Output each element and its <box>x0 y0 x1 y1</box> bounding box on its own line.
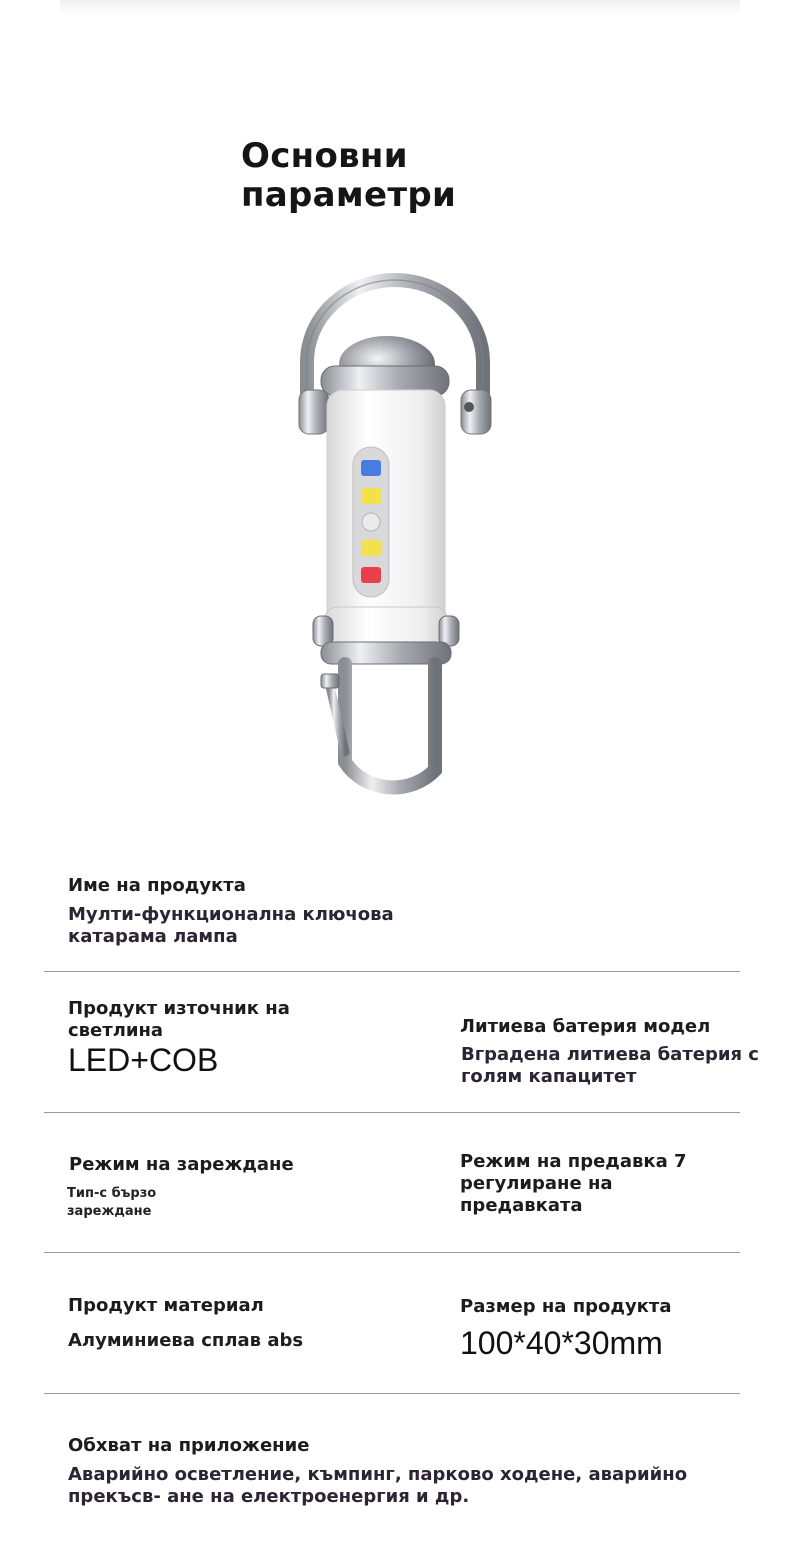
carabiner <box>345 664 435 787</box>
material-value: Алуминиева сплав abs <box>68 1330 304 1351</box>
application-label: Обхват на приложение <box>68 1435 310 1456</box>
material-label: Продукт материал <box>68 1295 264 1316</box>
led-yellow-top <box>361 488 381 504</box>
product-name-label: Име на продукта <box>68 875 246 896</box>
led-yellow-bottom <box>361 540 381 556</box>
cob-lens <box>362 513 380 531</box>
size-label: Размер на продукта <box>460 1296 672 1317</box>
top-edge-shadow <box>60 0 740 14</box>
battery-value: Вградена литиева батерия с голям капацитет <box>461 1044 759 1087</box>
size-value: 100*40*30mm <box>460 1325 663 1361</box>
divider-4 <box>44 1393 740 1394</box>
light-source-value: LED+COB <box>68 1042 219 1078</box>
product-name-value: Мулти-функционална ключова катарама лампа <box>68 904 394 947</box>
light-source-label: Продукт източник на светлина <box>68 998 290 1041</box>
application-value: Аварийно осветление, къмпинг, парково ходене, аварийно прекъсв- ане на електроенергия и др. <box>68 1464 688 1507</box>
charging-value: Тип-с бързо зареждане <box>67 1186 157 1219</box>
divider-3 <box>44 1252 740 1253</box>
led-blue <box>361 460 381 476</box>
divider-1 <box>44 971 740 972</box>
page-title <box>241 137 456 215</box>
divider-2 <box>44 1112 740 1113</box>
keychain-lamp-image <box>285 272 505 822</box>
title-line-1: Основни <box>241 136 408 176</box>
led-red <box>361 567 381 583</box>
gear-mode-label: Режим на предавка 7 регулиране на предавката <box>460 1151 687 1216</box>
battery-label: Литиева батерия модел <box>460 1016 711 1037</box>
title-line-2: параметри <box>241 175 457 215</box>
charging-label: Режим на зареждане <box>69 1154 294 1175</box>
